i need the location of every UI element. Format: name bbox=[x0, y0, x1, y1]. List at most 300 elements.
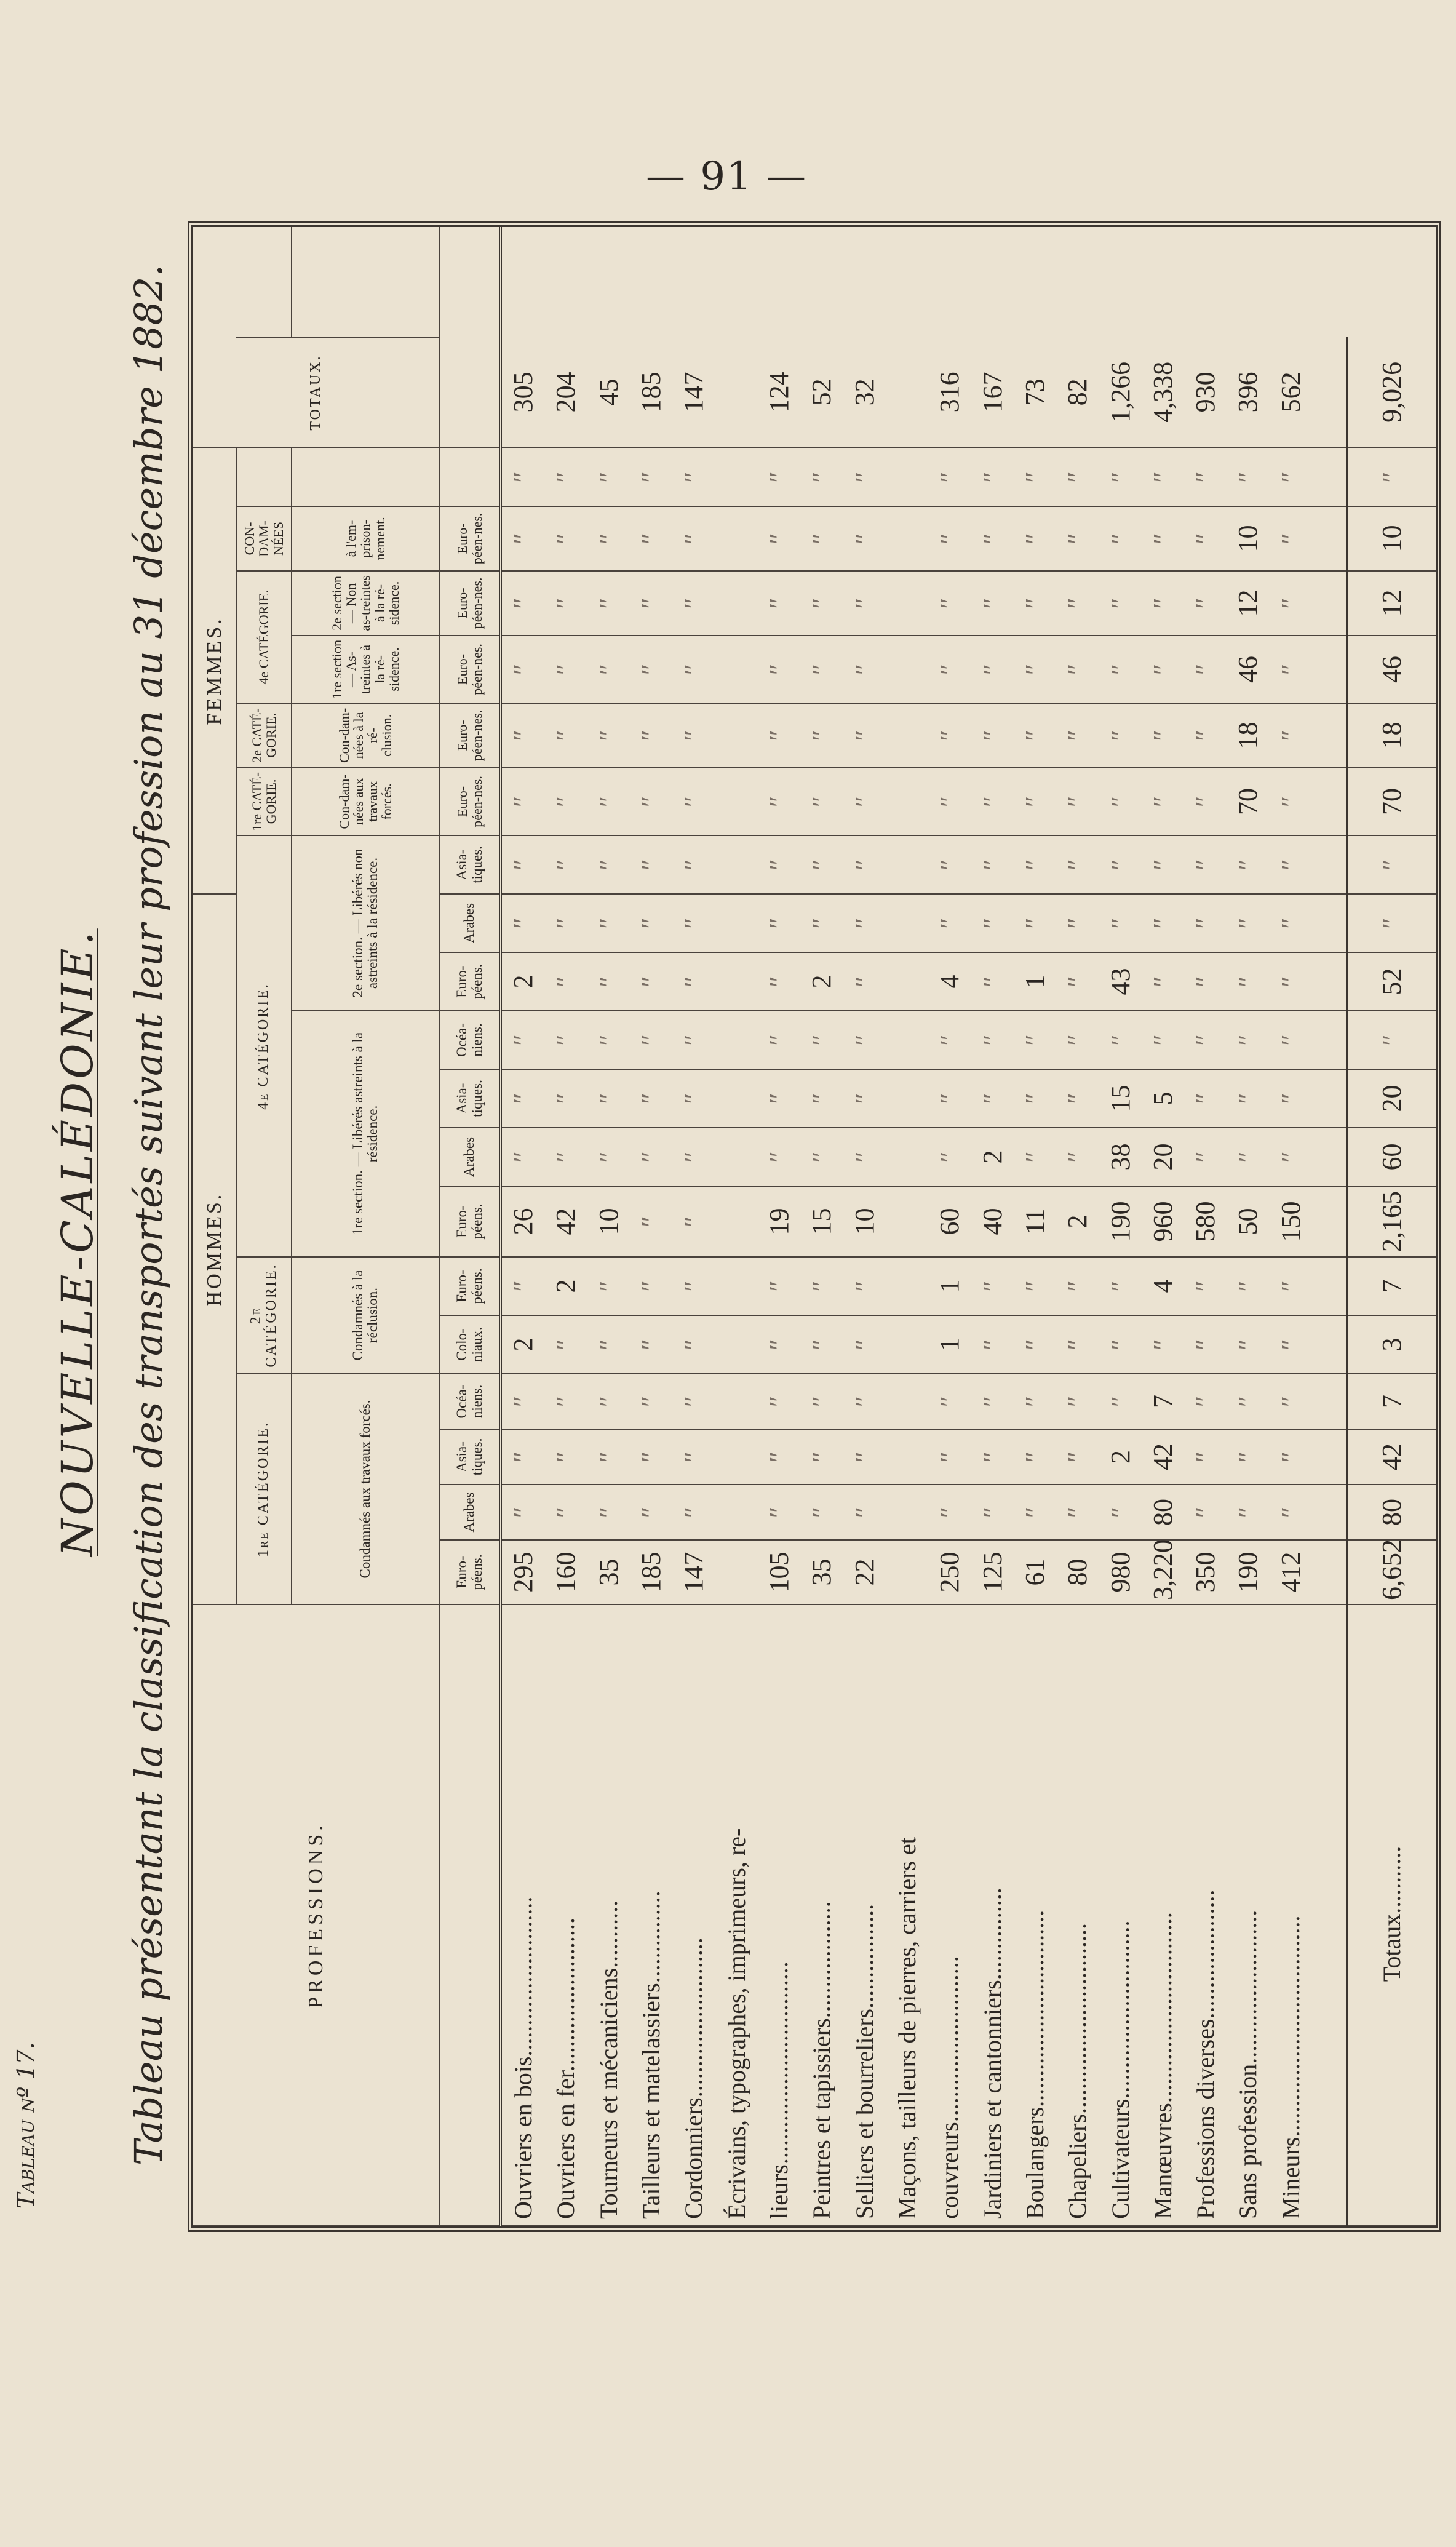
table-cell: ″ bbox=[1014, 768, 1056, 835]
table-cell: ″ bbox=[929, 1429, 971, 1485]
table-cell: ″ bbox=[843, 1485, 886, 1540]
table-cell: ″ bbox=[1227, 1011, 1270, 1069]
table-cell: ″ bbox=[1347, 448, 1436, 506]
table-cell: ″ bbox=[971, 952, 1014, 1011]
table-row bbox=[1099, 227, 1142, 2226]
table-cell: 2 bbox=[971, 1128, 1014, 1186]
table-cell: 80 bbox=[1057, 1540, 1099, 1604]
profession-label: Peintres et tapissiers................... bbox=[801, 1604, 843, 2226]
table-cell: 4 bbox=[929, 952, 971, 1011]
profession-label: Maçons, tailleurs de pierres, carriers et bbox=[886, 1604, 928, 2226]
profession-label: couvreurs........................... bbox=[929, 1604, 971, 2226]
table-cell: ″ bbox=[1057, 894, 1099, 952]
table-cell: 1 bbox=[929, 1257, 971, 1315]
table-cell: ″ bbox=[1227, 952, 1270, 1011]
table-cell: ″ bbox=[1099, 1315, 1142, 1374]
totals-label: Totaux........... bbox=[1347, 1604, 1436, 2226]
table-cell: 46 bbox=[1347, 636, 1436, 703]
table-cell: ″ bbox=[758, 1128, 800, 1186]
table-cell: ″ bbox=[673, 952, 715, 1011]
table-cell: ″ bbox=[1142, 768, 1184, 835]
table-cell: ″ bbox=[545, 1128, 587, 1186]
table-cell: ″ bbox=[1270, 1429, 1312, 1485]
table-cell: ″ bbox=[801, 1429, 843, 1485]
table-cell: ″ bbox=[971, 1485, 1014, 1540]
table-cell: ″ bbox=[929, 1011, 971, 1069]
table-cell: ″ bbox=[587, 703, 630, 768]
table-cell: 4,338 bbox=[1142, 337, 1184, 448]
table-cell: ″ bbox=[587, 1315, 630, 1374]
table-cell: ″ bbox=[1014, 506, 1056, 571]
f-s2-desc: 2e section — Non as-treintes à la ré-sidence. bbox=[292, 571, 439, 636]
table-row bbox=[501, 227, 545, 2226]
table-cell: ″ bbox=[1184, 636, 1227, 703]
table-cell: ″ bbox=[1184, 1429, 1227, 1485]
table-cell: 52 bbox=[1347, 952, 1436, 1011]
table-cell: ″ bbox=[1057, 1374, 1099, 1429]
table-cell: ″ bbox=[1184, 768, 1227, 835]
table-cell: ″ bbox=[758, 636, 800, 703]
table-cell: ″ bbox=[1142, 571, 1184, 636]
table-cell: ″ bbox=[929, 448, 971, 506]
table-cell: ″ bbox=[1270, 1374, 1312, 1429]
table-cell: ″ bbox=[673, 636, 715, 703]
table-cell: ″ bbox=[758, 1069, 800, 1128]
table-cell: ″ bbox=[801, 1069, 843, 1128]
table-cell: 190 bbox=[1099, 1186, 1142, 1257]
table-cell: 42 bbox=[1347, 1429, 1436, 1485]
table-cell: ″ bbox=[630, 1315, 672, 1374]
table-cell: ″ bbox=[843, 1315, 886, 1374]
table-cell: 160 bbox=[545, 1540, 587, 1604]
table-cell: 60 bbox=[1347, 1128, 1436, 1186]
cat2-header: 2e CATÉGORIE. bbox=[236, 1257, 292, 1374]
table-cell: ″ bbox=[1227, 1429, 1270, 1485]
table-cell bbox=[715, 768, 758, 835]
table-cell bbox=[886, 1485, 928, 1540]
table-cell: 12 bbox=[1227, 571, 1270, 636]
table-cell: 20 bbox=[1142, 1128, 1184, 1186]
profession-label: Mineurs.................................... bbox=[1270, 1604, 1312, 2226]
table-cell: ″ bbox=[1142, 636, 1184, 703]
table-cell: ″ bbox=[801, 1128, 843, 1186]
table-cell: ″ bbox=[929, 894, 971, 952]
table-cell: ″ bbox=[545, 703, 587, 768]
col-euro: Euro-péens. bbox=[439, 1186, 501, 1257]
table-cell: ″ bbox=[1184, 952, 1227, 1011]
table-cell: ″ bbox=[1142, 952, 1184, 1011]
table-cell: ″ bbox=[673, 835, 715, 894]
table-row bbox=[801, 227, 843, 2226]
profession-label: Écrivains, typographes, imprimeurs, re- bbox=[715, 1604, 758, 2226]
table-cell bbox=[715, 1011, 758, 1069]
cat4-sec2-header: 2e section. — Libérés non astreints à la résidence. bbox=[292, 835, 439, 1011]
table-cell: ″ bbox=[929, 1069, 971, 1128]
col-asia: Asia-tiques. bbox=[439, 1069, 501, 1128]
table-cell: ″ bbox=[1057, 506, 1099, 571]
table-cell: ″ bbox=[545, 952, 587, 1011]
table-cell: 10 bbox=[587, 1186, 630, 1257]
table-cell: ″ bbox=[630, 506, 672, 571]
table-cell: ″ bbox=[1184, 1374, 1227, 1429]
table-cell: 10 bbox=[843, 1186, 886, 1257]
table-cell: ″ bbox=[1270, 571, 1312, 636]
table-cell: 38 bbox=[1099, 1128, 1142, 1186]
table-cell: ″ bbox=[1099, 894, 1142, 952]
table-row bbox=[758, 227, 800, 2226]
table-cell: ″ bbox=[1057, 768, 1099, 835]
profession-label: Sans profession......................... bbox=[1227, 1604, 1270, 2226]
table-cell: ″ bbox=[545, 506, 587, 571]
table-cell: ″ bbox=[1014, 1374, 1056, 1429]
table-cell: ″ bbox=[971, 1315, 1014, 1374]
table-cell: ″ bbox=[1099, 448, 1142, 506]
table-cell: ″ bbox=[929, 636, 971, 703]
table-cell: ″ bbox=[545, 1315, 587, 1374]
table-cell: ″ bbox=[1099, 703, 1142, 768]
table-cell: ″ bbox=[673, 703, 715, 768]
table-cell: ″ bbox=[971, 506, 1014, 571]
table-cell: ″ bbox=[630, 1011, 672, 1069]
table-cell bbox=[715, 835, 758, 894]
table-cell: ″ bbox=[545, 1374, 587, 1429]
table-cell: ″ bbox=[545, 636, 587, 703]
table-cell bbox=[886, 636, 928, 703]
table-cell: ″ bbox=[758, 1374, 800, 1429]
table-cell: 2,165 bbox=[1347, 1186, 1436, 1257]
table-cell: ″ bbox=[545, 894, 587, 952]
table-cell: ″ bbox=[801, 636, 843, 703]
table-cell: ″ bbox=[673, 768, 715, 835]
table-cell: ″ bbox=[1270, 894, 1312, 952]
table-cell: ″ bbox=[1347, 894, 1436, 952]
table-cell: ″ bbox=[501, 636, 545, 703]
table-cell: ″ bbox=[1184, 1069, 1227, 1128]
table-cell: ″ bbox=[1270, 768, 1312, 835]
table-cell: ″ bbox=[971, 636, 1014, 703]
table-cell: ″ bbox=[1270, 506, 1312, 571]
table-cell: ″ bbox=[501, 448, 545, 506]
table-cell bbox=[715, 703, 758, 768]
table-cell: ″ bbox=[587, 1485, 630, 1540]
table-cell: 930 bbox=[1184, 337, 1227, 448]
table-cell: ″ bbox=[1099, 768, 1142, 835]
table-cell bbox=[715, 1257, 758, 1315]
table-cell: 22 bbox=[843, 1540, 886, 1604]
table-cell: ″ bbox=[673, 1315, 715, 1374]
table-cell bbox=[886, 1186, 928, 1257]
f-cat2-header: 2e CATÉ-GORIE. bbox=[236, 703, 292, 768]
table-cell: ″ bbox=[673, 1186, 715, 1257]
table-cell: ″ bbox=[1057, 571, 1099, 636]
table-cell: ″ bbox=[1014, 835, 1056, 894]
col-euro-f: Euro-péen-nes. bbox=[439, 703, 501, 768]
table-cell bbox=[715, 1429, 758, 1485]
table-cell: ″ bbox=[801, 571, 843, 636]
table-cell: ″ bbox=[1270, 1315, 1312, 1374]
table-cell: ″ bbox=[929, 1374, 971, 1429]
table-cell: ″ bbox=[929, 835, 971, 894]
col-colo: Colo-niaux. bbox=[439, 1315, 501, 1374]
table-cell: ″ bbox=[673, 1128, 715, 1186]
table-cell: ″ bbox=[801, 835, 843, 894]
table-cell: 4 bbox=[1142, 1257, 1184, 1315]
femmes-header: FEMMES. bbox=[193, 448, 236, 894]
table-cell: 412 bbox=[1270, 1540, 1312, 1604]
table-cell: ″ bbox=[801, 506, 843, 571]
table-cell: ″ bbox=[501, 506, 545, 571]
table-cell: 2 bbox=[1057, 1186, 1099, 1257]
table-cell: ″ bbox=[501, 1011, 545, 1069]
table-cell: ″ bbox=[1184, 1257, 1227, 1315]
table-cell: ″ bbox=[758, 1429, 800, 1485]
table-cell: ″ bbox=[1270, 1069, 1312, 1128]
tableau-number: Tableau nº 17. bbox=[12, 2042, 39, 2209]
table-cell: ″ bbox=[1184, 1485, 1227, 1540]
table-cell: 9,026 bbox=[1347, 337, 1436, 448]
table-cell: ″ bbox=[843, 1069, 886, 1128]
table-cell: 305 bbox=[501, 337, 545, 448]
table-cell: ″ bbox=[630, 1257, 672, 1315]
table-cell: ″ bbox=[929, 506, 971, 571]
table-cell: ″ bbox=[758, 506, 800, 571]
table-cell: ″ bbox=[758, 448, 800, 506]
table-cell: ″ bbox=[1227, 1485, 1270, 1540]
table-cell: 7 bbox=[1142, 1374, 1184, 1429]
profession-label: Tailleurs et matelassiers............... bbox=[630, 1604, 672, 2226]
table-cell: 185 bbox=[630, 1540, 672, 1604]
condamnes-tf-header: Condamnés aux travaux forcés. bbox=[292, 1374, 439, 1604]
table-cell bbox=[715, 448, 758, 506]
table-cell: 980 bbox=[1099, 1540, 1142, 1604]
table-cell: ″ bbox=[758, 1011, 800, 1069]
table-cell: ″ bbox=[587, 1374, 630, 1429]
table-cell: 960 bbox=[1142, 1186, 1184, 1257]
table-cell: 562 bbox=[1270, 337, 1312, 448]
table-cell: ″ bbox=[801, 448, 843, 506]
col-arabes: Arabes bbox=[439, 894, 501, 952]
table-cell: ″ bbox=[929, 703, 971, 768]
table-cell: ″ bbox=[1270, 1257, 1312, 1315]
table-row bbox=[630, 227, 672, 2226]
f-cat1-header: 1re CATÉ-GORIE. bbox=[236, 768, 292, 835]
table-cell: 35 bbox=[587, 1540, 630, 1604]
table-cell: ″ bbox=[971, 1374, 1014, 1429]
table-cell: ″ bbox=[1099, 1257, 1142, 1315]
table-cell bbox=[886, 448, 928, 506]
table-cell: ″ bbox=[1057, 1315, 1099, 1374]
table-cell: 18 bbox=[1227, 703, 1270, 768]
table-cell: ″ bbox=[630, 835, 672, 894]
table-cell: ″ bbox=[801, 768, 843, 835]
table-cell bbox=[886, 1315, 928, 1374]
table-cell: ″ bbox=[1014, 1128, 1056, 1186]
table-cell: 20 bbox=[1347, 1069, 1436, 1128]
table-cell: 80 bbox=[1142, 1485, 1184, 1540]
col-euro: Euro-péens. bbox=[439, 1257, 501, 1315]
table-cell: ″ bbox=[1014, 703, 1056, 768]
table-cell: 52 bbox=[801, 337, 843, 448]
table-cell: ″ bbox=[501, 1485, 545, 1540]
table-cell: ″ bbox=[1014, 1485, 1056, 1540]
table-cell: ″ bbox=[1184, 506, 1227, 571]
table-cell: 61 bbox=[1014, 1540, 1056, 1604]
table-cell: 316 bbox=[929, 337, 971, 448]
table-cell: 350 bbox=[1184, 1540, 1227, 1604]
table-cell: ″ bbox=[758, 1315, 800, 1374]
table-cell bbox=[886, 952, 928, 1011]
f-cat4-header: 4e CATÉGORIE. bbox=[236, 571, 292, 703]
table-cell: ″ bbox=[545, 768, 587, 835]
table-cell: 2 bbox=[801, 952, 843, 1011]
profession-label: Professions diverses..................... bbox=[1184, 1604, 1227, 2226]
table-cell: ″ bbox=[1270, 636, 1312, 703]
table-cell: ″ bbox=[630, 952, 672, 1011]
table-cell: ″ bbox=[801, 703, 843, 768]
table-cell: ″ bbox=[1270, 703, 1312, 768]
table-cell bbox=[715, 1186, 758, 1257]
table-cell: ″ bbox=[545, 1485, 587, 1540]
table-cell: 18 bbox=[1347, 703, 1436, 768]
table-body bbox=[501, 227, 1436, 2226]
table-cell: ″ bbox=[843, 1128, 886, 1186]
table-cell: ″ bbox=[630, 703, 672, 768]
table-cell: ″ bbox=[545, 835, 587, 894]
professions-header: PROFESSIONS. bbox=[193, 1604, 439, 2226]
table-cell: ″ bbox=[1270, 835, 1312, 894]
table-cell bbox=[886, 337, 928, 448]
page-title: NOUVELLE-CALÉDONIE. bbox=[52, 928, 103, 1556]
table-cell: ″ bbox=[1057, 703, 1099, 768]
table-cell: ″ bbox=[501, 894, 545, 952]
table-cell: ″ bbox=[587, 894, 630, 952]
table-cell bbox=[886, 1257, 928, 1315]
table-cell: ″ bbox=[1099, 1011, 1142, 1069]
table-cell: ″ bbox=[1184, 703, 1227, 768]
table-cell: ″ bbox=[1142, 894, 1184, 952]
profession-label: Ouvriers en fer......................... bbox=[545, 1604, 587, 2226]
table-cell bbox=[715, 1315, 758, 1374]
table-cell: 147 bbox=[673, 1540, 715, 1604]
table-cell: ″ bbox=[758, 1485, 800, 1540]
table-cell: 3 bbox=[1347, 1315, 1436, 1374]
table-cell: ″ bbox=[630, 1128, 672, 1186]
table-cell: ″ bbox=[1227, 1374, 1270, 1429]
table-cell: 167 bbox=[971, 337, 1014, 448]
table-cell: ″ bbox=[501, 1069, 545, 1128]
table-cell: ″ bbox=[843, 952, 886, 1011]
table-row bbox=[715, 227, 758, 2226]
table-cell: ″ bbox=[1347, 1011, 1436, 1069]
table-cell: ″ bbox=[587, 448, 630, 506]
table-cell: 150 bbox=[1270, 1186, 1312, 1257]
table-cell: ″ bbox=[971, 1011, 1014, 1069]
table-cell: 45 bbox=[587, 337, 630, 448]
table-cell: ″ bbox=[1142, 506, 1184, 571]
col-ocea: Océa-niens. bbox=[439, 1374, 501, 1429]
table-cell: 2 bbox=[545, 1257, 587, 1315]
table-cell: ″ bbox=[501, 1429, 545, 1485]
table-cell: ″ bbox=[971, 894, 1014, 952]
table-subtitle: Tableau présentant la classification des transportés suivant leur profession au 31 décembre 1882. bbox=[126, 264, 171, 2166]
table-row bbox=[1270, 227, 1312, 2226]
profession-label: Selliers et bourreliers................. bbox=[843, 1604, 886, 2226]
table-cell: ″ bbox=[1057, 1011, 1099, 1069]
table-cell: ″ bbox=[1227, 835, 1270, 894]
table-cell: ″ bbox=[843, 1257, 886, 1315]
table-cell: 15 bbox=[801, 1186, 843, 1257]
table-cell: ″ bbox=[1270, 1128, 1312, 1186]
table-cell: ″ bbox=[501, 1374, 545, 1429]
table-cell: ″ bbox=[758, 768, 800, 835]
table-cell: ″ bbox=[1057, 1069, 1099, 1128]
table-cell: 43 bbox=[1099, 952, 1142, 1011]
table-cell: ″ bbox=[1057, 636, 1099, 703]
table-cell: 73 bbox=[1014, 337, 1056, 448]
table-cell: ″ bbox=[801, 1485, 843, 1540]
table-cell: ″ bbox=[971, 768, 1014, 835]
table-cell bbox=[886, 1429, 928, 1485]
table-cell bbox=[715, 636, 758, 703]
table-cell: ″ bbox=[501, 571, 545, 636]
col-euro-f: Euro-péen-nes. bbox=[439, 636, 501, 703]
table-cell: 1 bbox=[1014, 952, 1056, 1011]
table-cell: 124 bbox=[758, 337, 800, 448]
table-cell: ″ bbox=[929, 1128, 971, 1186]
table-cell: ″ bbox=[1142, 1315, 1184, 1374]
classification-table-wrapper bbox=[193, 227, 1436, 2226]
table-cell bbox=[715, 894, 758, 952]
table-cell: 10 bbox=[1227, 506, 1270, 571]
table-cell: ″ bbox=[501, 703, 545, 768]
table-cell: ″ bbox=[971, 571, 1014, 636]
table-cell bbox=[886, 1374, 928, 1429]
table-cell: 396 bbox=[1227, 337, 1270, 448]
table-row bbox=[1142, 227, 1184, 2226]
table-cell: ″ bbox=[1227, 1128, 1270, 1186]
table-cell: ″ bbox=[1057, 1257, 1099, 1315]
table-cell: ″ bbox=[1227, 448, 1270, 506]
table-cell: ″ bbox=[1184, 1315, 1227, 1374]
table-row bbox=[673, 227, 715, 2226]
table-cell bbox=[715, 337, 758, 448]
table-cell: ″ bbox=[843, 1429, 886, 1485]
table-cell: ″ bbox=[1014, 1069, 1056, 1128]
table-cell: ″ bbox=[801, 1315, 843, 1374]
table-cell: ″ bbox=[1270, 1485, 1312, 1540]
table-cell: ″ bbox=[801, 1374, 843, 1429]
table-cell: ″ bbox=[971, 1429, 1014, 1485]
table-cell: ″ bbox=[501, 768, 545, 835]
table-cell: ″ bbox=[1099, 506, 1142, 571]
table-cell: 26 bbox=[501, 1186, 545, 1257]
table-cell: ″ bbox=[1014, 1315, 1056, 1374]
profession-label: Tourneurs et mécaniciens........... bbox=[587, 1604, 630, 2226]
table-cell: 6,652 bbox=[1347, 1540, 1436, 1604]
condamnes-rec-header: Condamnés à la réclusion. bbox=[292, 1257, 439, 1374]
table-cell bbox=[886, 1069, 928, 1128]
table-cell: ″ bbox=[1142, 835, 1184, 894]
table-cell: ″ bbox=[630, 1485, 672, 1540]
table-cell: ″ bbox=[758, 894, 800, 952]
col-asia: Asia-tiques. bbox=[439, 1429, 501, 1485]
profession-label: Boulangers................................ bbox=[1014, 1604, 1056, 2226]
table-cell: 2 bbox=[501, 1315, 545, 1374]
table-cell: ″ bbox=[587, 1011, 630, 1069]
table-cell: 125 bbox=[971, 1540, 1014, 1604]
profession-label: Cordonniers.......................... bbox=[673, 1604, 715, 2226]
table-cell: 1 bbox=[929, 1315, 971, 1374]
